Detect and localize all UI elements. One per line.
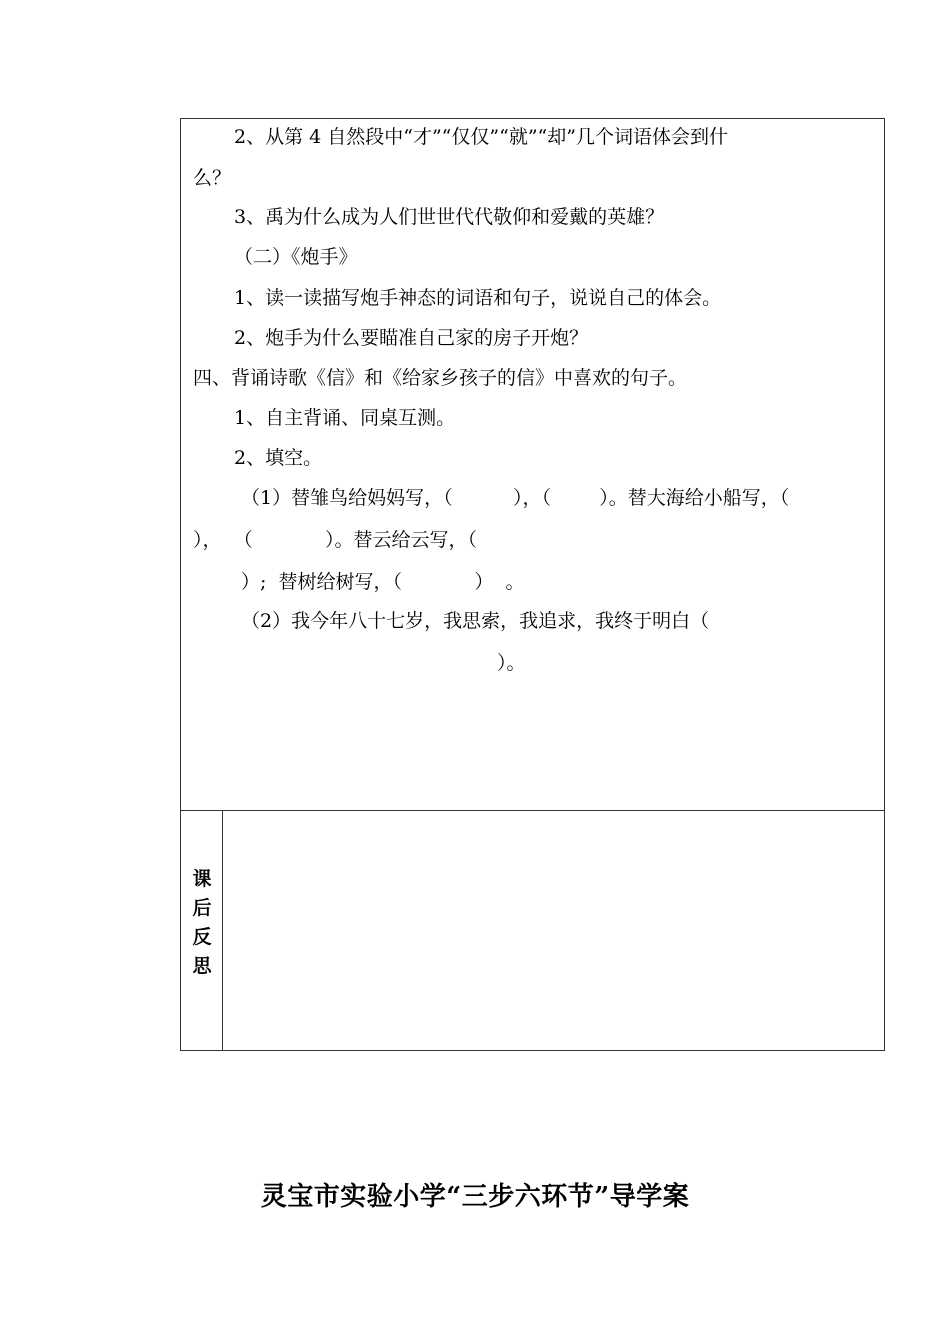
subsection-heading: （二）《炮手》: [234, 246, 358, 268]
fill-blank-line: ）。: [497, 652, 526, 674]
text-line: 2、填空。: [234, 447, 323, 469]
reflection-label-char: 课: [192, 868, 212, 890]
fill-blank-line: （2）我今年八十七岁，我思索，我追求，我终于明白（: [241, 610, 710, 632]
document-title: 灵宝市实验小学“三步六环节”导学案: [260, 1182, 690, 1212]
section-heading: 四、背诵诗歌《信》和《给家乡孩子的信》中喜欢的句子。: [193, 367, 688, 389]
reflection-label: [190, 865, 214, 981]
text-line: 2、炮手为什么要瞄准自己家的房子开炮？: [234, 327, 589, 349]
reflection-label-cell: [181, 811, 223, 1050]
fill-blank-line: ）， （ ）。替云给云写，（: [193, 529, 478, 551]
reflection-label-char: 思: [192, 955, 212, 977]
fill-blank-line: （1）替雏鸟给妈妈写，（ ），（ ）。替大海给小船写，（: [241, 487, 790, 509]
reflection-row: [180, 810, 885, 1051]
fill-blank-line: ）; 替树给树写，（ ） 。: [241, 571, 525, 593]
content-table-cell: [180, 118, 885, 810]
reflection-content-cell: [223, 811, 884, 1050]
reflection-label-char: 反: [192, 926, 212, 948]
text-line: 3、禹为什么成为人们世世代代敬仰和爱戴的英雄？: [234, 206, 665, 228]
text-line: 1、读一读描写炮手神态的词语和句子，说说自己的体会。: [234, 287, 722, 309]
text-line: 1、自主背诵、同桌互测。: [234, 407, 456, 429]
text-line: 2、从第 4 自然段中“才”“仅仅”“就”“却”几个词语体会到什: [234, 126, 728, 148]
text-line: 么？: [193, 167, 232, 189]
reflection-label-char: 后: [192, 897, 212, 919]
